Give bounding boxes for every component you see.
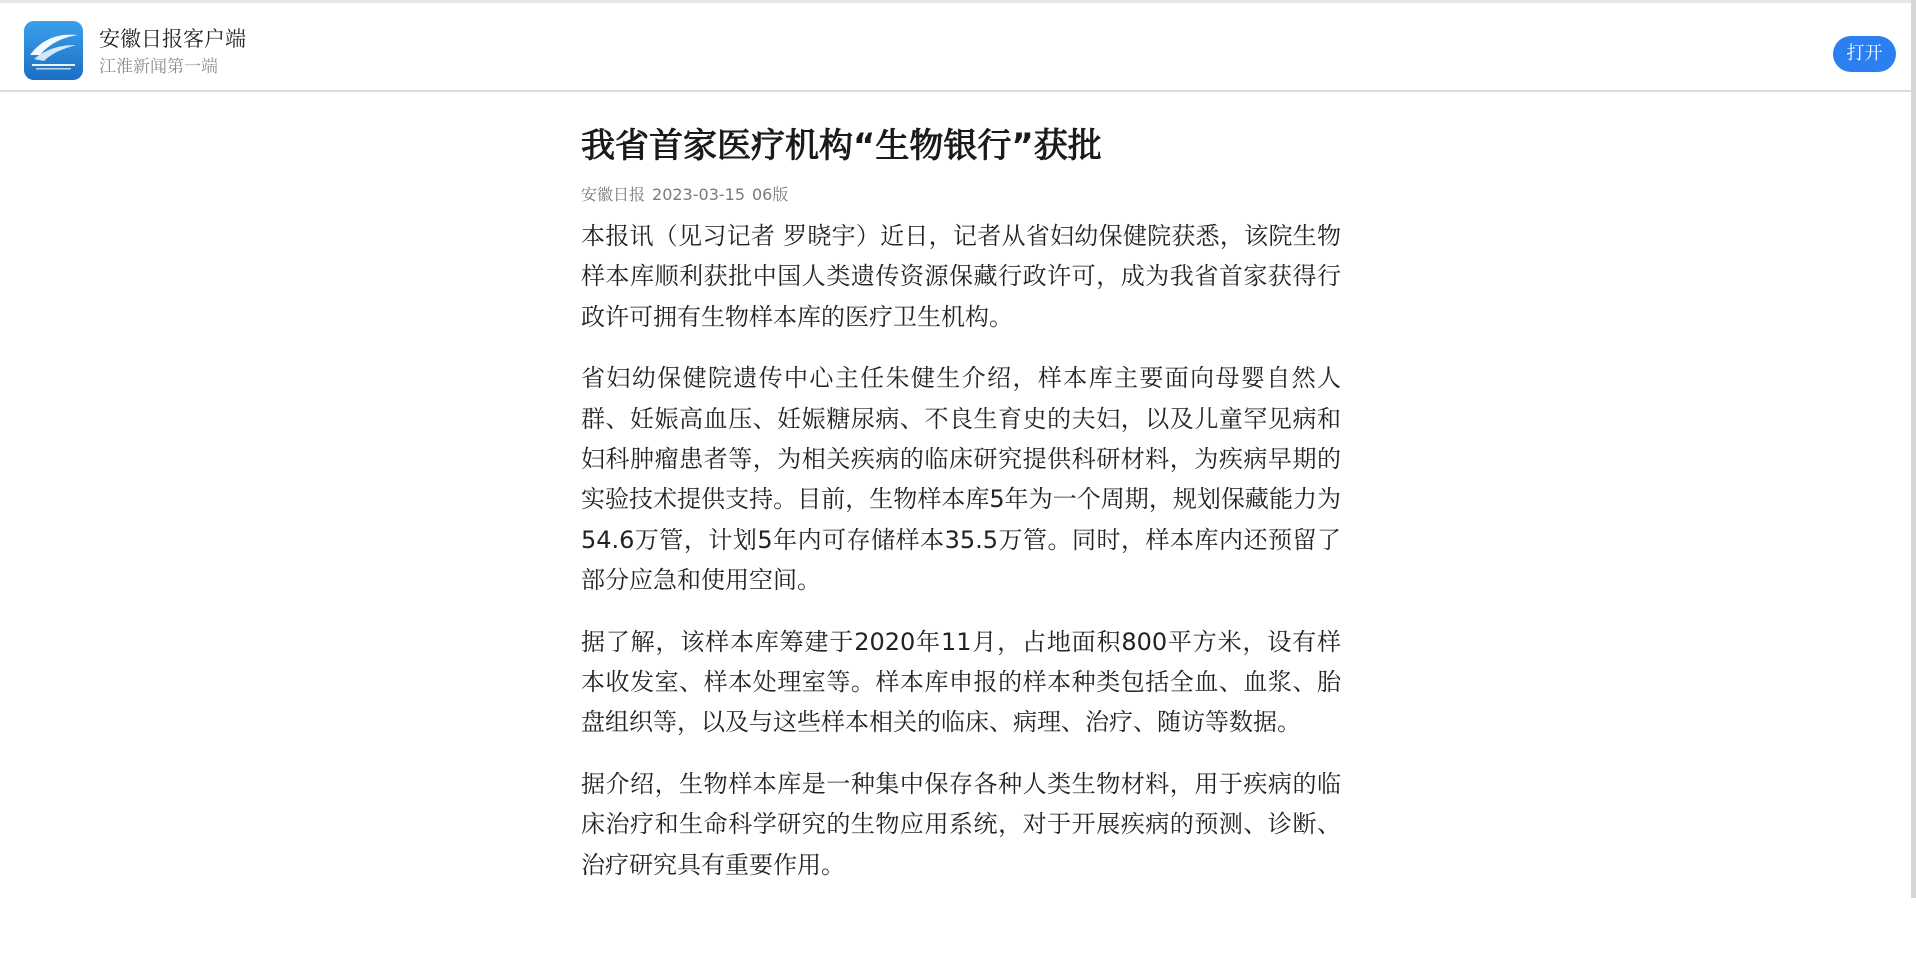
scrollbar-track[interactable]	[1911, 0, 1916, 898]
open-app-button[interactable]: 打开	[1833, 36, 1896, 72]
article-paragraph: 据了解，该样本库筹建于2020年11月，占地面积800平方米，设有样本收发室、样本处理室等。样本库申报的样本种类包括全血、血浆、胎盘组织等，以及与这些样本相关的临床、病理、治疗、随访等数据。	[581, 627, 1341, 737]
article-title: 我省首家医疗机构“生物银行”获批	[581, 126, 1102, 166]
scrollbar-thumb[interactable]	[1911, 0, 1916, 898]
article-date: 2023-03-15	[652, 185, 745, 204]
app-download-banner	[0, 0, 1916, 92]
article-paragraph: 据介绍，生物样本库是一种集中保存各种人类生物材料，用于疾病的临床治疗和生命科学研究的生物应用系统，对于开展疾病的预测、诊断、治疗研究具有重要作用。	[581, 769, 1341, 879]
article-edition: 06版	[752, 185, 789, 204]
article-source: 安徽日报	[581, 185, 646, 204]
anhui-daily-logo-icon[interactable]	[24, 21, 83, 80]
article	[581, 116, 1341, 906]
article-paragraph: 省妇幼保健院遗传中心主任朱健生介绍，样本库主要面向母婴自然人群、妊娠高血压、妊娠糖尿病、不良生育史的夫妇，以及儿童罕见病和妇科肿瘤患者等，为相关疾病的临床研究提供科研材料，为疾病早期的实验技术提供支持。目前，生物样本库5年为一个周期，规划保藏能力为54.6万管，计划5年内可存储样本35.5万管。同时，样本库内还预留了部分应急和使用空间。	[581, 364, 1341, 595]
article-paragraph: 本报讯（见习记者 罗晓宇）近日，记者从省妇幼保健院获悉，该院生物样本库顺利获批中国人类遗传资源保藏行政许可，成为我省首家获得行政许可拥有生物样本库的医疗卫生机构。	[581, 222, 1341, 331]
article-meta	[581, 184, 1341, 206]
app-slogan: 江淮新闻第一端	[99, 57, 218, 77]
article-body	[581, 216, 1341, 885]
app-name: 安徽日报客户端	[99, 27, 246, 51]
